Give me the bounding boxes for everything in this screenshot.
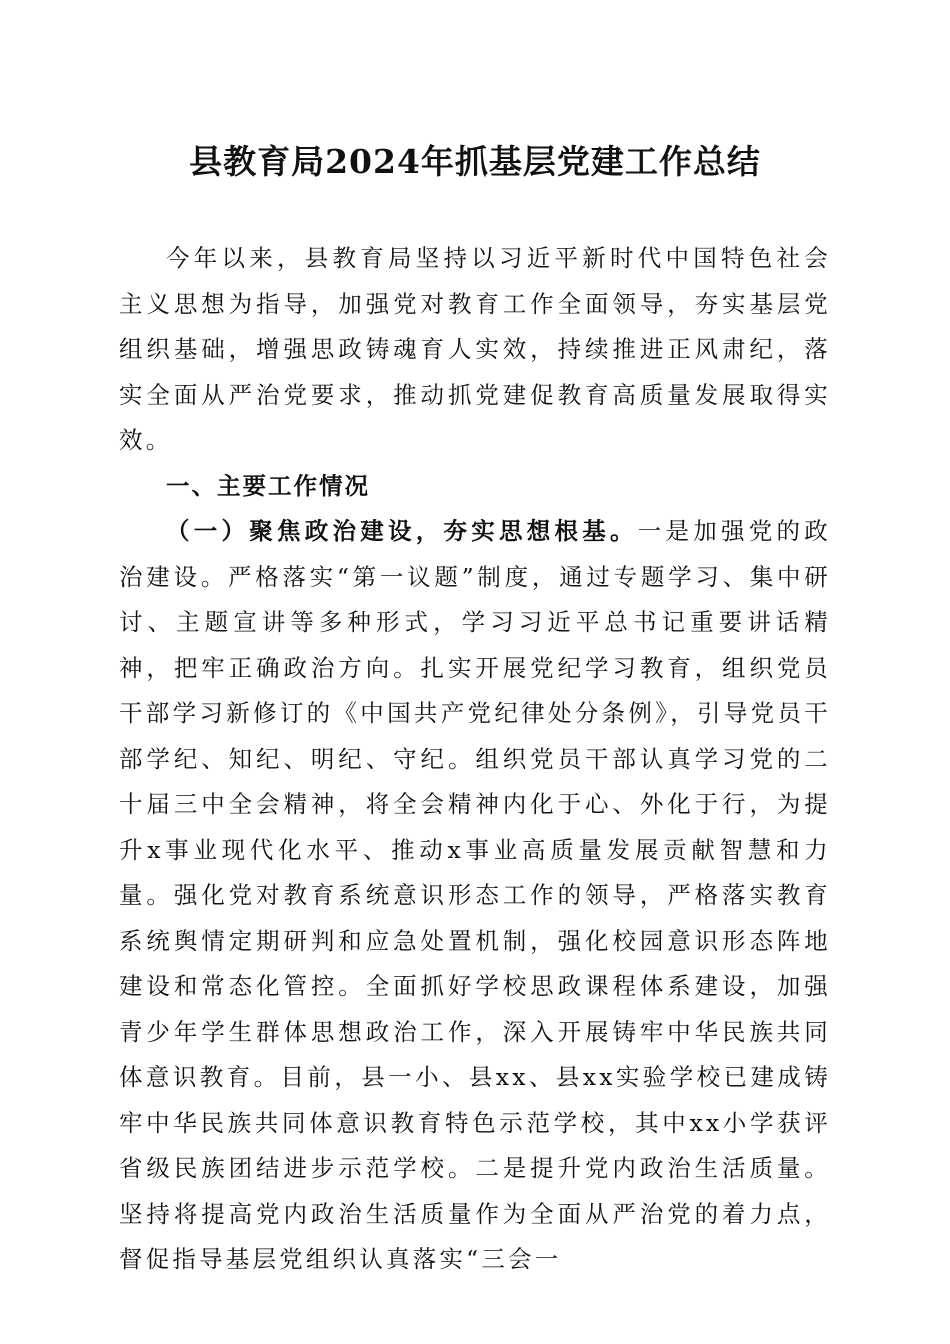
section-heading-main-work: 一、主要工作情况 xyxy=(166,471,370,500)
document-body xyxy=(119,236,831,1283)
subsection-paragraph-political-building xyxy=(119,509,831,1283)
intro-paragraph: 今年以来，县教育局坚持以习近平新时代中国特色社会主义思想为指导，加强党对教育工作全面领导，夯实基层党组织基础，增强思政铸魂育人实效，持续推进正风肃纪，落实全面从严治党要求，推动抓党建促教育高质量发展取得实效。 xyxy=(119,244,831,454)
subsection-heading: （一）聚焦政治建设，夯实思想根基。 xyxy=(166,517,638,545)
subsection-body: 一是加强党的政治建设。严格落实“第一议题”制度，通过专题学习、集中研讨、主题宣讲等多种形式，学习习近平总书记重要讲话精神，把牢正确政治方向。扎实开展党纪学习教育，组织党员干部学习新修订的《中国共产党纪律处分条例》，引导党员干部学纪、知纪、明纪、守纪。组织党员干部认真学习党的二十届三中全会精神，将全会精神内化于心、外化于行，为提升x事业现代化水平、推动x事业高质量发展贡献智慧和力量。强化党对教育系统意识形态工作的领导，严格落实教育系统舆情定期研判和应急处置机制，强化校园意识形态阵地建设和常态化管控。全面抓好学校思政课程体系建设，加强青少年学生群体思想政治工作，深入开展铸牢中华民族共同体意识教育。目前，县一小、县xx、县xx实验学校已建成铸牢中华民族共同体意识教育特色示范学校，其中xx小学获评省级民族团结进步示范学校。二是提升党内政治生活质量。坚持将提高党内政治生活质量作为全面从严治党的着力点，督促指导基层党组织认真落实“三会一 xyxy=(119,517,831,1273)
document-title: 县教育局2024年抓基层党建工作总结 xyxy=(189,142,761,181)
